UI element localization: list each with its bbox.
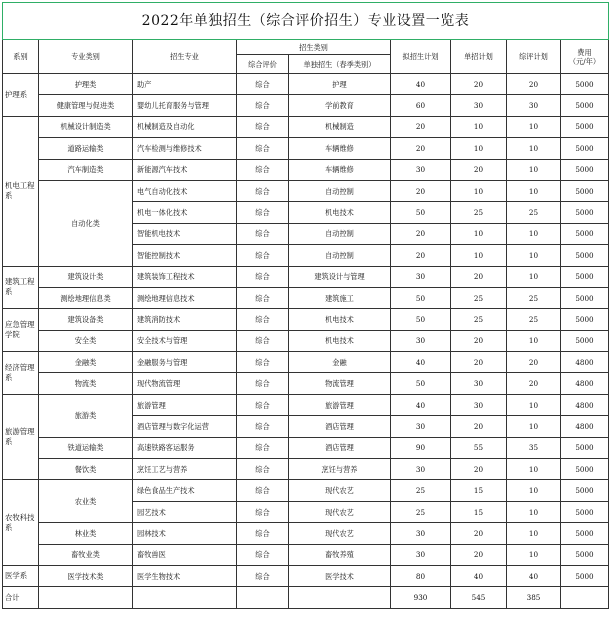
total-cell: 30 — [391, 416, 451, 437]
total-cell: 50 — [391, 287, 451, 308]
fee-cell: 5000 — [561, 501, 609, 522]
major-cell: 建筑消防技术 — [133, 309, 237, 330]
total-cell: 30 — [391, 459, 451, 480]
spring-cell: 车辆维修 — [289, 138, 391, 159]
fee-cell: 5000 — [561, 330, 609, 351]
major-cell: 智能机电技术 — [133, 223, 237, 244]
totals-row — [3, 587, 609, 608]
category-catering: 餐饮类 — [39, 459, 133, 480]
major-cell: 高速铁路客运服务 — [133, 437, 237, 458]
comp-plan-cell: 10 — [507, 459, 561, 480]
header-spring: 单独招生（春季类别） — [289, 55, 391, 74]
major-cell: 电气自动化技术 — [133, 180, 237, 201]
single-cell: 10 — [451, 223, 507, 244]
header-category: 专业类别 — [39, 40, 133, 74]
category-finance: 金融类 — [39, 352, 133, 373]
category-safety: 安全类 — [39, 330, 133, 351]
header-dept: 系别 — [3, 40, 39, 74]
spring-cell: 建筑设计与管理 — [289, 266, 391, 287]
fee-cell: 5000 — [561, 544, 609, 565]
comp-plan-cell: 10 — [507, 330, 561, 351]
table-row — [3, 523, 609, 544]
comp-cell: 综合 — [237, 202, 289, 223]
major-cell: 测绘地理信息技术 — [133, 287, 237, 308]
single-cell: 20 — [451, 266, 507, 287]
single-cell: 20 — [451, 352, 507, 373]
category-nursing: 护理类 — [39, 74, 133, 95]
single-cell: 20 — [451, 523, 507, 544]
major-cell: 园艺技术 — [133, 501, 237, 522]
single-cell: 10 — [451, 245, 507, 266]
major-cell: 机械制造及自动化 — [133, 116, 237, 137]
total-cell: 30 — [391, 159, 451, 180]
comp-cell: 综合 — [237, 138, 289, 159]
total-cell: 25 — [391, 501, 451, 522]
spring-cell: 烹饪与营养 — [289, 459, 391, 480]
comp-plan-cell: 10 — [507, 180, 561, 201]
single-cell: 25 — [451, 309, 507, 330]
single-cell: 20 — [451, 544, 507, 565]
single-cell: 10 — [451, 138, 507, 159]
fee-cell: 5000 — [561, 309, 609, 330]
single-cell: 30 — [451, 394, 507, 415]
table-row — [3, 309, 609, 330]
spring-cell: 医学技术 — [289, 565, 391, 586]
comp-plan-cell: 10 — [507, 245, 561, 266]
dept-nursing: 护理系 — [3, 74, 39, 117]
total-cell: 50 — [391, 373, 451, 394]
spring-cell: 金融 — [289, 352, 391, 373]
single-cell: 40 — [451, 565, 507, 586]
fee-cell: 5000 — [561, 159, 609, 180]
comp-plan-cell: 10 — [507, 159, 561, 180]
comp-cell: 综合 — [237, 266, 289, 287]
table-row — [3, 330, 609, 351]
totals-single: 545 — [451, 587, 507, 608]
comp-cell: 综合 — [237, 95, 289, 116]
table-row — [3, 116, 609, 137]
single-cell: 15 — [451, 480, 507, 501]
comp-plan-cell: 10 — [507, 523, 561, 544]
total-cell: 30 — [391, 523, 451, 544]
dept-tourism: 旅游管理系 — [3, 394, 39, 480]
comp-cell: 综合 — [237, 373, 289, 394]
single-cell: 10 — [451, 180, 507, 201]
fee-cell: 4800 — [561, 352, 609, 373]
comp-cell: 综合 — [237, 74, 289, 95]
total-cell: 20 — [391, 223, 451, 244]
major-cell: 新能源汽车技术 — [133, 159, 237, 180]
category-arch-equip: 建筑设备类 — [39, 309, 133, 330]
header-plan-comp: 综评计划 — [507, 40, 561, 74]
total-cell: 30 — [391, 266, 451, 287]
category-mech-design: 机械设计制造类 — [39, 116, 133, 137]
category-arch-design: 建筑设计类 — [39, 266, 133, 287]
comp-plan-cell: 10 — [507, 394, 561, 415]
category-livestock: 畜牧业类 — [39, 544, 133, 565]
header-major: 招生专业 — [133, 40, 237, 74]
major-cell: 医学生物技术 — [133, 565, 237, 586]
comp-plan-cell: 20 — [507, 373, 561, 394]
fee-cell: 5000 — [561, 565, 609, 586]
total-cell: 50 — [391, 309, 451, 330]
single-cell: 30 — [451, 95, 507, 116]
fee-cell: 5000 — [561, 74, 609, 95]
dept-agri: 农牧科技系 — [3, 480, 39, 566]
table-row — [3, 480, 609, 501]
category-automation: 自动化类 — [39, 180, 133, 266]
header-plan-total: 拟招生计划 — [391, 40, 451, 74]
spring-cell: 机电技术 — [289, 330, 391, 351]
fee-cell: 4800 — [561, 416, 609, 437]
comp-plan-cell: 25 — [507, 309, 561, 330]
category-health: 健康管理与促进类 — [39, 95, 133, 116]
major-cell: 安全技术与管理 — [133, 330, 237, 351]
major-cell: 畜牧兽医 — [133, 544, 237, 565]
single-cell: 10 — [451, 116, 507, 137]
comp-cell: 综合 — [237, 116, 289, 137]
comp-cell: 综合 — [237, 501, 289, 522]
totals-empty-fee — [561, 587, 609, 608]
totals-empty-category — [39, 587, 133, 608]
fee-cell: 5000 — [561, 266, 609, 287]
major-cell: 助产 — [133, 74, 237, 95]
major-cell: 现代物流管理 — [133, 373, 237, 394]
major-settings-table — [2, 2, 609, 609]
totals-empty-spring — [289, 587, 391, 608]
dept-med: 医学系 — [3, 565, 39, 586]
single-cell: 20 — [451, 416, 507, 437]
header-group: 招生类别 — [237, 40, 391, 55]
single-cell: 20 — [451, 330, 507, 351]
total-cell: 25 — [391, 480, 451, 501]
single-cell: 25 — [451, 202, 507, 223]
spring-cell: 机械制造 — [289, 116, 391, 137]
dept-arch: 建筑工程系 — [3, 266, 39, 309]
fee-cell: 5000 — [561, 223, 609, 244]
spring-cell: 物流管理 — [289, 373, 391, 394]
fee-cell: 5000 — [561, 437, 609, 458]
comp-plan-cell: 20 — [507, 74, 561, 95]
single-cell: 30 — [451, 373, 507, 394]
totals-comp: 385 — [507, 587, 561, 608]
comp-cell: 综合 — [237, 223, 289, 244]
total-cell: 40 — [391, 74, 451, 95]
comp-plan-cell: 20 — [507, 352, 561, 373]
comp-cell: 综合 — [237, 287, 289, 308]
table-row — [3, 437, 609, 458]
category-agriculture: 农业类 — [39, 480, 133, 523]
table-row — [3, 352, 609, 373]
total-cell: 90 — [391, 437, 451, 458]
comp-cell: 综合 — [237, 245, 289, 266]
table-row — [3, 459, 609, 480]
comp-plan-cell: 40 — [507, 565, 561, 586]
page-title: 2022年单独招生（综合评价招生）专业设置一览表 — [3, 3, 609, 40]
totals-empty-comp — [237, 587, 289, 608]
spring-cell: 现代农艺 — [289, 523, 391, 544]
category-auto-mfg: 汽车制造类 — [39, 159, 133, 180]
header-fee-unit: （元/年） — [568, 56, 601, 66]
category-forestry: 林业类 — [39, 523, 133, 544]
fee-cell: 5000 — [561, 287, 609, 308]
table-row — [3, 159, 609, 180]
category-logistics: 物流类 — [39, 373, 133, 394]
major-cell: 酒店管理与数字化运营 — [133, 416, 237, 437]
totals-total: 930 — [391, 587, 451, 608]
spring-cell: 现代农艺 — [289, 480, 391, 501]
fee-cell: 5000 — [561, 202, 609, 223]
header-fee-label: 费用 — [577, 47, 592, 57]
comp-plan-cell: 10 — [507, 266, 561, 287]
spring-cell: 酒店管理 — [289, 437, 391, 458]
table-row — [3, 138, 609, 159]
header-fee — [561, 40, 609, 74]
spring-cell: 建筑施工 — [289, 287, 391, 308]
major-cell: 机电一体化技术 — [133, 202, 237, 223]
spring-cell: 自动控制 — [289, 223, 391, 244]
spring-cell: 现代农艺 — [289, 501, 391, 522]
dept-econ: 经济管理系 — [3, 352, 39, 395]
total-cell: 20 — [391, 180, 451, 201]
spring-cell: 车辆维修 — [289, 159, 391, 180]
total-cell: 20 — [391, 245, 451, 266]
fee-cell: 5000 — [561, 245, 609, 266]
comp-cell: 综合 — [237, 480, 289, 501]
comp-cell: 综合 — [237, 565, 289, 586]
single-cell: 25 — [451, 287, 507, 308]
total-cell: 40 — [391, 352, 451, 373]
single-cell: 15 — [451, 501, 507, 522]
single-cell: 20 — [451, 74, 507, 95]
total-cell: 30 — [391, 544, 451, 565]
comp-plan-cell: 30 — [507, 95, 561, 116]
comp-plan-cell: 10 — [507, 501, 561, 522]
spring-cell: 酒店管理 — [289, 416, 391, 437]
totals-empty-major — [133, 587, 237, 608]
totals-label: 合计 — [3, 587, 39, 608]
comp-cell: 综合 — [237, 394, 289, 415]
comp-plan-cell: 10 — [507, 138, 561, 159]
spring-cell: 护理 — [289, 74, 391, 95]
comp-plan-cell: 35 — [507, 437, 561, 458]
fee-cell: 5000 — [561, 116, 609, 137]
major-cell: 烹饪工艺与营养 — [133, 459, 237, 480]
category-survey: 测绘地理信息类 — [39, 287, 133, 308]
comp-cell: 综合 — [237, 159, 289, 180]
comp-plan-cell: 25 — [507, 202, 561, 223]
table-row — [3, 544, 609, 565]
comp-cell: 综合 — [237, 352, 289, 373]
comp-plan-cell: 10 — [507, 223, 561, 244]
major-cell: 绿色食品生产技术 — [133, 480, 237, 501]
total-cell: 50 — [391, 202, 451, 223]
table-row — [3, 95, 609, 116]
spring-cell: 学前教育 — [289, 95, 391, 116]
major-cell: 汽车检测与维修技术 — [133, 138, 237, 159]
table-row — [3, 180, 609, 201]
fee-cell: 5000 — [561, 180, 609, 201]
major-cell: 旅游管理 — [133, 394, 237, 415]
comp-plan-cell: 10 — [507, 416, 561, 437]
comp-plan-cell: 10 — [507, 544, 561, 565]
comp-cell: 综合 — [237, 459, 289, 480]
table-row — [3, 287, 609, 308]
fee-cell: 4800 — [561, 394, 609, 415]
table-row — [3, 373, 609, 394]
fee-cell: 5000 — [561, 138, 609, 159]
major-cell: 建筑装饰工程技术 — [133, 266, 237, 287]
table-row — [3, 565, 609, 586]
total-cell: 30 — [391, 330, 451, 351]
table-row — [3, 394, 609, 415]
total-cell: 40 — [391, 394, 451, 415]
comp-cell: 综合 — [237, 180, 289, 201]
table-wrapper — [2, 2, 608, 609]
total-cell: 60 — [391, 95, 451, 116]
table-row — [3, 74, 609, 95]
category-road: 道路运输类 — [39, 138, 133, 159]
fee-cell: 5000 — [561, 480, 609, 501]
comp-plan-cell: 25 — [507, 287, 561, 308]
comp-plan-cell: 10 — [507, 116, 561, 137]
spring-cell: 自动控制 — [289, 245, 391, 266]
spring-cell: 自动控制 — [289, 180, 391, 201]
major-cell: 金融服务与管理 — [133, 352, 237, 373]
spring-cell: 机电技术 — [289, 202, 391, 223]
comp-cell: 综合 — [237, 437, 289, 458]
spring-cell: 旅游管理 — [289, 394, 391, 415]
single-cell: 55 — [451, 437, 507, 458]
single-cell: 20 — [451, 159, 507, 180]
dept-emergency: 应急管理学院 — [3, 309, 39, 352]
header-comprehensive: 综合评价 — [237, 55, 289, 74]
major-cell: 智能控制技术 — [133, 245, 237, 266]
comp-cell: 综合 — [237, 523, 289, 544]
spring-cell: 畜牧养殖 — [289, 544, 391, 565]
major-cell: 园林技术 — [133, 523, 237, 544]
header-plan-single: 单招计划 — [451, 40, 507, 74]
single-cell: 20 — [451, 459, 507, 480]
comp-cell: 综合 — [237, 416, 289, 437]
category-rail: 铁道运输类 — [39, 437, 133, 458]
comp-cell: 综合 — [237, 544, 289, 565]
fee-cell: 5000 — [561, 523, 609, 544]
spring-cell: 机电技术 — [289, 309, 391, 330]
comp-plan-cell: 10 — [507, 480, 561, 501]
table-row — [3, 266, 609, 287]
total-cell: 80 — [391, 565, 451, 586]
comp-cell: 综合 — [237, 309, 289, 330]
fee-cell: 4800 — [561, 373, 609, 394]
category-tourism: 旅游类 — [39, 394, 133, 437]
comp-cell: 综合 — [237, 330, 289, 351]
fee-cell: 5000 — [561, 459, 609, 480]
category-medtech: 医学技术类 — [39, 565, 133, 586]
dept-mech: 机电工程系 — [3, 116, 39, 266]
total-cell: 20 — [391, 138, 451, 159]
major-cell: 婴幼儿托育服务与管理 — [133, 95, 237, 116]
fee-cell: 5000 — [561, 95, 609, 116]
total-cell: 20 — [391, 116, 451, 137]
